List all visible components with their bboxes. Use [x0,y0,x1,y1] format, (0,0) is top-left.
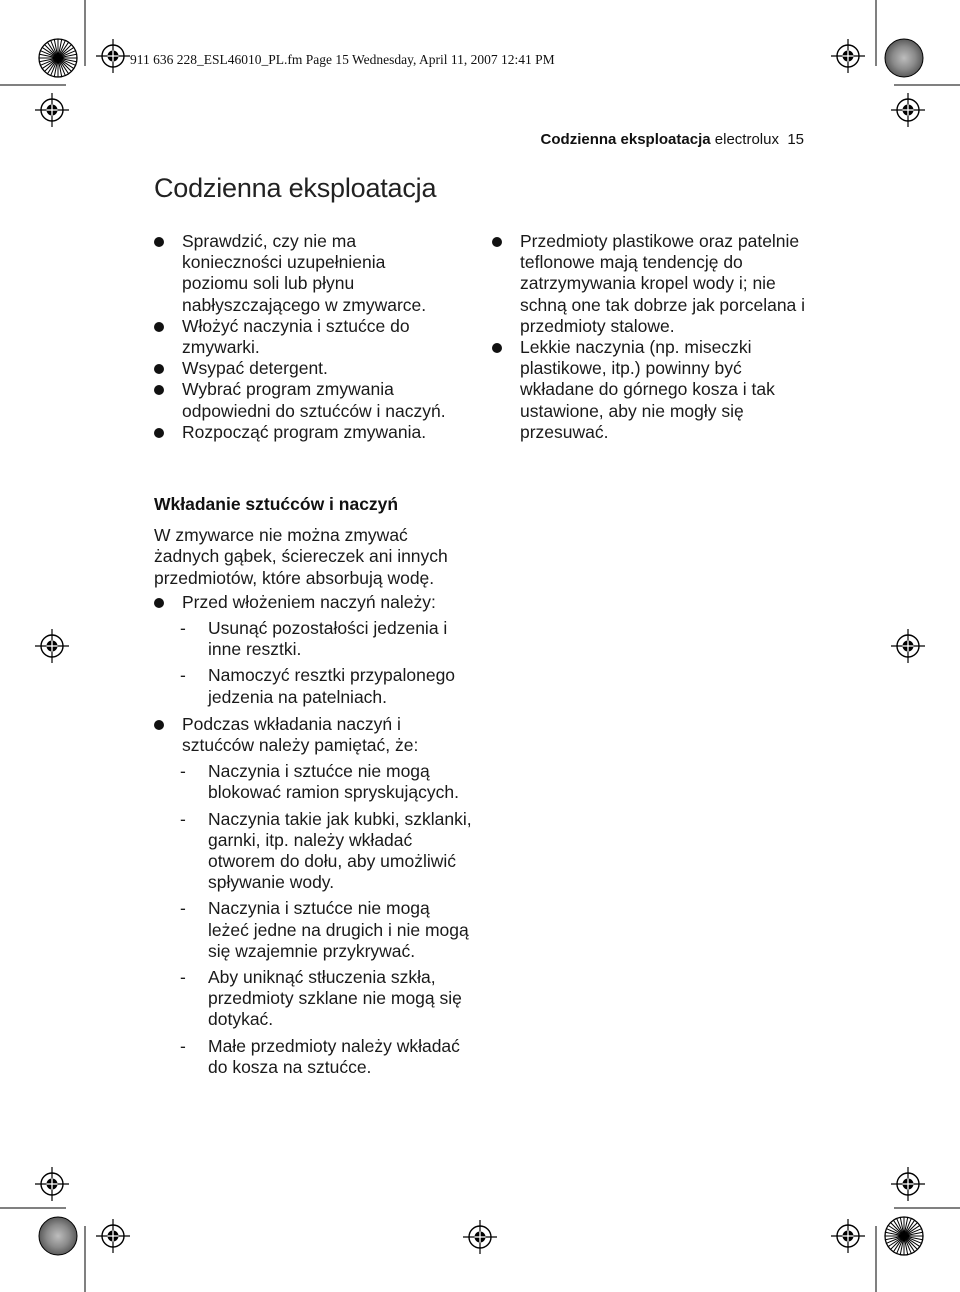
page-title: Codzienna eksploatacja [154,173,437,203]
notes-list [492,231,807,443]
list-item: Przedmioty plastikowe oraz patelnie teflonowe mają tendencję do zatrzymywania kropel wody i; nie schną one tak dobrze jak porcelana i przedmioty stalowe. [492,231,807,337]
sub-list-item: - Małe przedmioty należy wkładać do kosza na sztućce. [154,1036,474,1078]
section-heading: Wkładanie sztućców i naczyń [154,494,399,514]
sub-list-item: - Naczynia i sztućce nie mogą leżeć jedne na drugich i nie mogą się wzajemnie przykrywać. [154,898,474,962]
loading-list [154,592,474,1078]
list-item: Lekkie naczynia (np. miseczki plastikowe, itp.) powinny być wkładane do górnego kosza i tak ustawione, aby nie mogły się przesuwać. [492,337,807,443]
list-item [154,592,474,708]
running-header [541,131,804,148]
list-item: Wsypać detergent. [154,358,454,379]
list-item [154,714,474,1078]
right-column [492,231,807,443]
page-number: 15 [787,131,804,148]
sub-list-item: - Usunąć pozostałości jedzenia i inne resztki. [154,618,474,660]
steps-list [154,231,454,443]
running-header-title: Codzienna eksploatacja [540,131,711,148]
bullet-text: Podczas wkładania naczyń i sztućców należy pamiętać, że: [182,713,419,756]
list-item: Rozpocząć program zmywania. [154,422,454,443]
list-item: Sprawdzić, czy nie ma konieczności uzupełnienia poziomu soli lub płynu nabłyszczającego w zmywarce. [154,231,454,316]
sub-list-item: - Naczynia takie jak kubki, szklanki, garnki, itp. należy wkładać otworem do dołu, aby umożliwić spływanie wody. [154,809,474,894]
section-intro: W zmywarce nie można zmywać żadnych gąbek, ściereczek ani innych przedmiotów, które absorbują wodę. [154,525,448,588]
sub-list [154,761,474,1078]
sub-list-item: - Naczynia i sztućce nie mogą blokować ramion spryskujących. [154,761,474,803]
loading-section [154,494,474,1084]
running-header-brand: electrolux [714,131,779,148]
sub-list [154,618,474,708]
printer-slug: 911 636 228_ESL46010_PL.fm Page 15 Wednesday, April 11, 2007 12:41 PM [130,52,555,67]
sub-list-item: - Aby uniknąć stłuczenia szkła, przedmioty szklane nie mogą się dotykać. [154,967,474,1031]
sub-list-item: - Namoczyć resztki przypalonego jedzenia na patelniach. [154,665,474,707]
bullet-text: Przed włożeniem naczyń należy: [182,591,436,612]
list-item: Włożyć naczynia i sztućce do zmywarki. [154,316,454,358]
list-item: Wybrać program zmywania odpowiedni do sztućców i naczyń. [154,379,454,421]
left-column [154,231,454,443]
